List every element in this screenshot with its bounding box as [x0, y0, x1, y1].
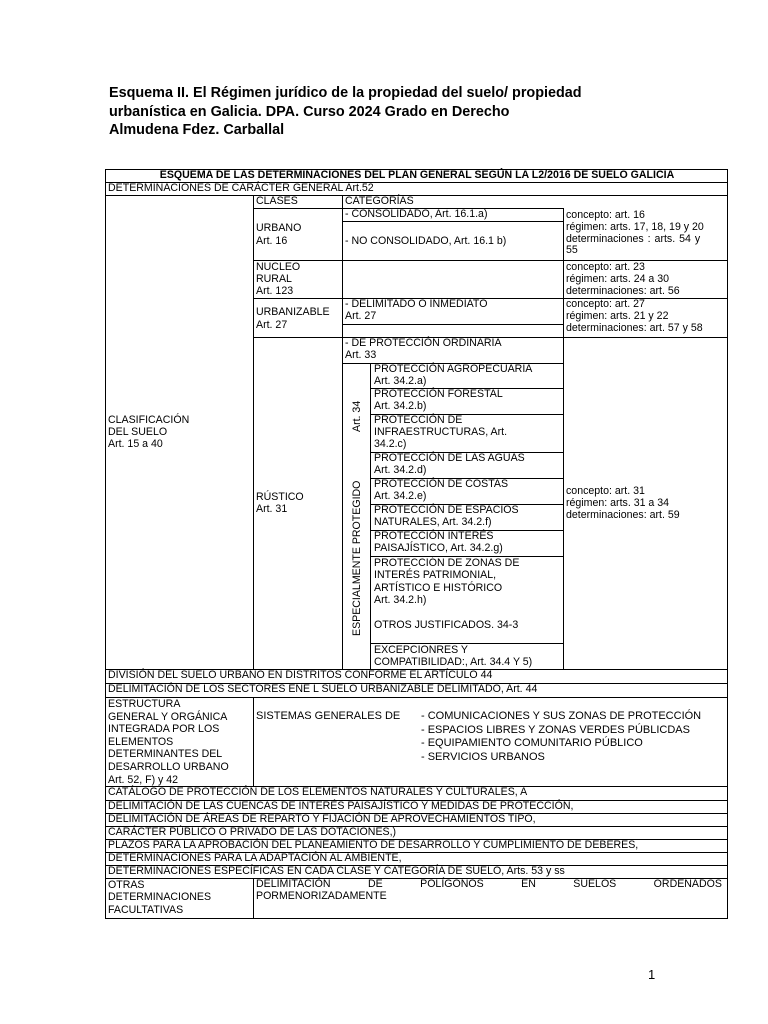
- categoria-consolidado: - CONSOLIDADO, Art. 16.1.a): [345, 208, 488, 220]
- refs-rustico: concepto: art. 31 régimen: arts. 31 a 34 determinaciones: art. 59: [566, 485, 680, 521]
- clasificacion-label: CLASIFICACIÓN DEL SUELO Art. 15 a 40: [108, 414, 190, 450]
- table-rule: [253, 260, 728, 261]
- clase-urbano: URBANO Art. 16: [256, 222, 302, 247]
- table-col-line: [370, 363, 371, 670]
- table-border-left: [105, 169, 106, 919]
- sub-patrimonial: PROTECCIÓN DE ZONAS DE INTERÉS PATRIMONIAL, ARTÍSTICO E HISTÓRICO Art. 34.2.h): [374, 557, 520, 607]
- row-especificas: DETERMINACIONES ESPECÍFICAS EN CADA CLASE Y CATEGORÍA DE SUELO, Arts. 53 y ss: [108, 865, 565, 877]
- refs-urbanizable: concepto: art. 27 régimen: arts. 21 y 22 determinaciones: art. 57 y 58: [566, 298, 703, 334]
- clase-rustico: RÚSTICO Art. 31: [256, 491, 304, 515]
- delimitacion-poligonos: DELIMITACIÓN DE POLÍGONOS EN SUELOS ORDENADOS: [256, 878, 722, 890]
- pormenorizadamente: PORMENORIZADAMENTE: [256, 890, 387, 902]
- row-catalogo: CATÁLOGO DE PROTECCIÓN DE LOS ELEMENTOS NATURALES Y CULTURALES, A: [108, 786, 528, 798]
- sub-infraestructuras: PROTECCIÓN DE INFRAESTRUCTURAS, Art. 34.2.c): [374, 414, 508, 450]
- row-cuencas: DELIMITACIÓN DE LAS CUENCAS DE INTERÉS PAISAJÍSTICO Y MEDIDAS DE PROTECCIÓN,: [108, 800, 574, 812]
- categoria-proteccion-ordinaria: - DE PROTECCIÓN ORDINARIA Art. 33: [345, 337, 502, 361]
- art-34-label: Art. 34: [351, 400, 363, 432]
- sub-forestal: PROTECCIÓN FORESTAL Art. 34.2.b): [374, 388, 503, 412]
- sistemas-generales-label: SISTEMAS GENERALES DE: [256, 710, 401, 722]
- categoria-no-consolidado: - NO CONSOLIDADO, Art. 16.1 b): [345, 235, 507, 247]
- list-item: - EQUIPAMIENTO COMUNITARIO PÚBLICO: [421, 737, 643, 749]
- table-col-line: [563, 208, 564, 670]
- table-rule: [105, 195, 728, 196]
- table-col-line: [253, 878, 254, 919]
- col-clases: CLASES: [256, 195, 298, 207]
- row-dotaciones: CARÁCTER PÚBLICO O PRIVADO DE LAS DOTACIONES,): [108, 826, 397, 838]
- refs-urbano: concepto: art. 16 régimen: arts. 17, 18, 19 y 20 determinaciones : arts. 54 y 55: [566, 209, 704, 257]
- table-col-line: [342, 195, 343, 670]
- title-line-2: urbanística en Galicia. DPA. Curso 2024 Grado en Derecho: [109, 103, 510, 120]
- sub-otros-justificados: OTROS JUSTIFICADOS. 34-3: [374, 619, 519, 631]
- table-col-line: [253, 697, 254, 787]
- title-line-3: Almudena Fdez. Carballal: [109, 122, 285, 138]
- list-item: - ESPACIOS LIBRES Y ZONAS VERDES PÚBLICDAS: [421, 723, 690, 736]
- clase-urbanizable: URBANIZABLE Art. 27: [256, 306, 330, 331]
- sub-espacios-naturales: PROTECCIÓN DE ESPACIOS NATURALES, Art. 34.2.f): [374, 504, 519, 528]
- refs-nucleo-rural: concepto: art. 23 régimen: arts. 24 a 30 determinaciones: art. 56: [566, 261, 680, 297]
- title-line-1: Esquema II. El Régimen jurídico de la propiedad del suelo/ propiedad: [109, 85, 582, 101]
- sistemas-generales-list: [421, 710, 701, 764]
- table-border-right: [727, 169, 728, 919]
- sub-excepciones: EXCEPCIONRES Y COMPATIBILIDAD:, Art. 34.4 Y 5): [374, 644, 533, 668]
- list-item: - SERVICIOS URBANOS: [421, 750, 545, 763]
- page-number: 1: [648, 967, 656, 982]
- estructura-general-label: ESTRUCTURA GENERAL Y ORGÁNICA INTEGRADA POR LOS ELEMENTOS DETERMINANTES DEL DESARROLLO URBANO Art. 52, F) y 42: [108, 698, 229, 786]
- list-item: - COMUNICACIONES Y SUS ZONAS DE PROTECCIÓN: [421, 710, 702, 722]
- row-delimitacion-sectores: DELIMITACIÓN DE LOS SECTORES ENE L SUELO URBANIZABLE DELIMITADO, Art. 44: [108, 683, 538, 695]
- row-ambiente: DETERMINACIONES PARA LA ADAPTACIÓN AL AMBIENTE,: [108, 852, 402, 864]
- otras-determinaciones-label: OTRAS DETERMINACIONES FACULTATIVAS: [108, 879, 212, 916]
- sub-agropecuaria: PROTECCIÓN AGROPECUARIA Art. 34.2.a): [374, 363, 533, 387]
- table-border-bottom: [105, 918, 728, 919]
- document-title: [109, 84, 669, 140]
- row-areas-reparto: DELIMITACIÓN DE ÁREAS DE REPARTO Y FIJACIÓN DE APROVECHAMIENTOS TIPO,: [108, 813, 536, 825]
- clase-nucleo-rural: NUCLEO RURAL Art. 123: [256, 261, 301, 297]
- table-rule: [342, 221, 563, 222]
- col-categorias: CATEGORÍAS: [345, 195, 414, 207]
- sub-paisajistico: PROTECCIÓN INTERÉS PAISAJÍSTICO, Art. 34.2.g): [374, 530, 503, 554]
- row-plazos: PLAZOS PARA LA APROBACIÓN DEL PLANEAMIENTO DE DESARROLLO Y CUMPLIMIENTO DE DEBERES,: [108, 839, 639, 851]
- especialmente-protegido-label: ESPECIALMENTE PROTEGIDO: [351, 480, 363, 636]
- row-division: DIVISIÓN DEL SUELO URBANO EN DISTRITOS CONFORME EL ARTÍCULO 44: [108, 669, 493, 681]
- table-col-line: [253, 195, 254, 670]
- table-subtitle: DETERMINACIONES DE CARÁCTER GENERAL Art.52: [108, 182, 374, 194]
- table-rule: [342, 324, 563, 325]
- sub-aguas: PROTECCIÓN DE LAS AGUAS Art. 34.2.d): [374, 452, 525, 476]
- table-title: ESQUEMA DE LAS DETERMINACIONES DEL PLAN GENERAL SEGÚN LA L2/2016 DE SUELO GALICIA: [159, 169, 675, 181]
- categoria-delimitado: - DELIMITADO O INMEDIATO Art. 27: [345, 298, 488, 322]
- sub-costas: PROTECCIÓN DE COSTAS Art. 34.2.e): [374, 478, 509, 502]
